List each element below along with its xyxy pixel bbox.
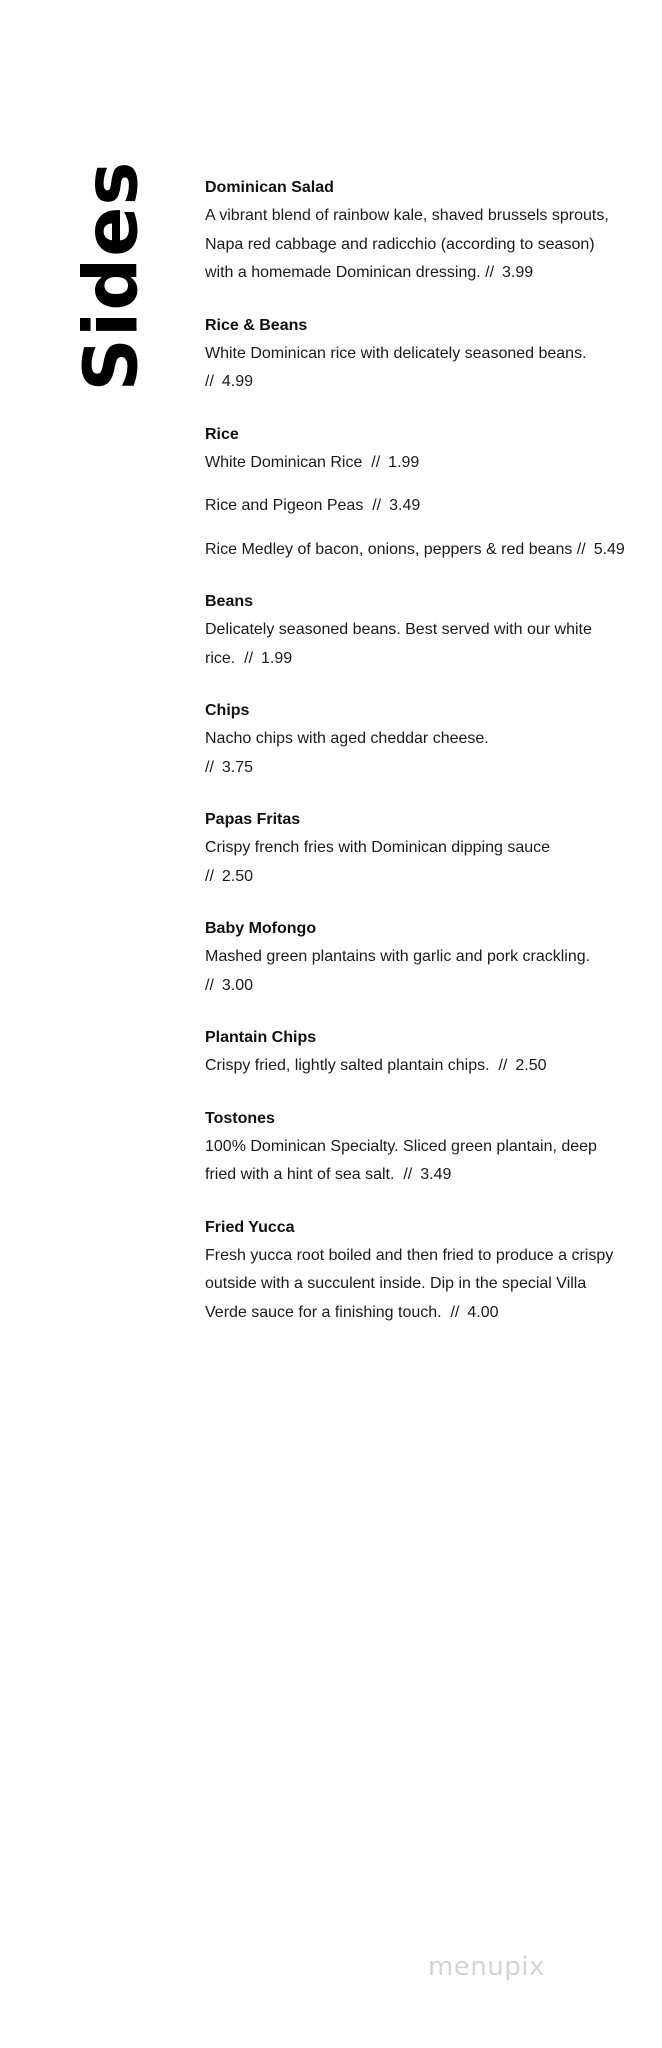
menu-item-rice bbox=[205, 421, 625, 565]
menu-item-papas-fritas bbox=[205, 806, 625, 891]
item-description bbox=[205, 202, 625, 288]
item-price bbox=[205, 759, 253, 776]
price-separator: // bbox=[403, 1166, 413, 1183]
price-separator: // bbox=[205, 373, 214, 390]
price-value: 2.50 bbox=[221, 867, 254, 885]
item-price bbox=[205, 868, 253, 885]
item-description bbox=[205, 1052, 625, 1081]
price-value: 3.49 bbox=[389, 497, 421, 514]
price-value: 1.99 bbox=[388, 453, 420, 471]
item-description-text: Crispy french fries with Dominican dipping sauce bbox=[205, 839, 551, 856]
option-description: Rice Medley of bacon, onions, peppers & red beans bbox=[205, 540, 573, 558]
item-name: Fried Yucca bbox=[205, 1218, 295, 1236]
item-price bbox=[205, 373, 253, 390]
price-separator: // bbox=[485, 264, 495, 281]
option-price bbox=[371, 454, 419, 471]
item-price bbox=[498, 1057, 546, 1074]
item-description-text: Mashed green plantains with garlic and pork crackling. bbox=[205, 948, 591, 965]
item-name: Rice & Beans bbox=[205, 316, 308, 334]
price-separator: // bbox=[576, 540, 586, 558]
price-value: 1.99 bbox=[261, 649, 293, 667]
price-value: 4.00 bbox=[467, 1303, 499, 1321]
price-separator: // bbox=[205, 758, 214, 776]
option-price bbox=[372, 497, 420, 514]
item-name: Tostones bbox=[205, 1109, 275, 1127]
item-description-text: 100% Dominican Specialty. Sliced green plantain, deep fried with a hint of sea salt. bbox=[205, 1137, 597, 1183]
option-price bbox=[577, 541, 625, 558]
menu-item-dominican-salad bbox=[205, 174, 625, 288]
item-option bbox=[205, 449, 625, 478]
item-name: Chips bbox=[205, 702, 250, 719]
item-name: Rice bbox=[205, 425, 239, 443]
item-price bbox=[244, 650, 292, 667]
price-value: 3.99 bbox=[502, 264, 534, 281]
price-value: 3.75 bbox=[221, 758, 254, 776]
menu-item-beans bbox=[205, 588, 625, 673]
item-description bbox=[205, 725, 625, 782]
option-description: White Dominican Rice bbox=[205, 453, 363, 471]
item-name: Papas Fritas bbox=[205, 811, 301, 828]
item-option bbox=[205, 536, 625, 565]
price-separator: // bbox=[244, 649, 254, 667]
menu-item-plantain-chips bbox=[205, 1024, 625, 1081]
price-separator: // bbox=[371, 453, 381, 471]
item-description bbox=[205, 616, 625, 673]
price-value: 5.49 bbox=[593, 540, 625, 558]
price-value: 3.49 bbox=[420, 1166, 452, 1183]
item-description-text: Nacho chips with aged cheddar cheese. bbox=[205, 730, 489, 747]
watermark-logo: menupix bbox=[428, 1952, 545, 1982]
item-description bbox=[205, 834, 625, 891]
price-value: 3.00 bbox=[221, 976, 254, 994]
menu-item-tostones bbox=[205, 1105, 625, 1190]
item-description-text: A vibrant blend of rainbow kale, shaved brussels sprouts, Napa red cabbage and radicchio (according to season) with a homemade Dominican dressing. bbox=[205, 207, 609, 281]
item-price bbox=[450, 1304, 498, 1321]
item-price bbox=[205, 977, 253, 994]
section-title bbox=[56, 160, 166, 392]
price-separator: // bbox=[450, 1303, 460, 1321]
item-name: Dominican Salad bbox=[205, 179, 334, 196]
menu-item-fried-yucca bbox=[205, 1214, 625, 1328]
menu-item-rice-and-beans bbox=[205, 312, 625, 397]
menu-item-chips bbox=[205, 697, 625, 782]
item-name: Beans bbox=[205, 593, 254, 610]
option-description: Rice and Pigeon Peas bbox=[205, 497, 364, 514]
item-description bbox=[205, 1133, 625, 1190]
item-description-text: Delicately seasoned beans. Best served with our white rice. bbox=[205, 621, 592, 667]
price-separator: // bbox=[372, 497, 382, 514]
item-description-text: Fresh yucca root boiled and then fried to produce a crispy outside with a succulent inside. Dip in the special Villa Verde sauce for a finishing touch. bbox=[205, 1246, 614, 1321]
item-price bbox=[403, 1166, 451, 1183]
menu-list bbox=[205, 174, 625, 1351]
price-value: 4.99 bbox=[221, 373, 254, 390]
price-separator: // bbox=[205, 976, 214, 994]
menu-item-baby-mofongo bbox=[205, 915, 625, 1000]
item-name: Baby Mofongo bbox=[205, 920, 317, 937]
item-option bbox=[205, 492, 625, 521]
price-value: 2.50 bbox=[515, 1057, 547, 1074]
price-separator: // bbox=[205, 867, 214, 885]
item-description-text: Crispy fried, lightly salted plantain chips. bbox=[205, 1057, 490, 1074]
item-name: Plantain Chips bbox=[205, 1029, 317, 1046]
price-separator: // bbox=[498, 1057, 508, 1074]
section-title-text: Sides bbox=[68, 160, 154, 392]
item-description bbox=[205, 1242, 625, 1328]
item-price bbox=[485, 264, 533, 281]
item-description bbox=[205, 943, 625, 1000]
item-description-text: White Dominican rice with delicately seasoned beans. bbox=[205, 344, 587, 362]
item-description bbox=[205, 340, 625, 397]
